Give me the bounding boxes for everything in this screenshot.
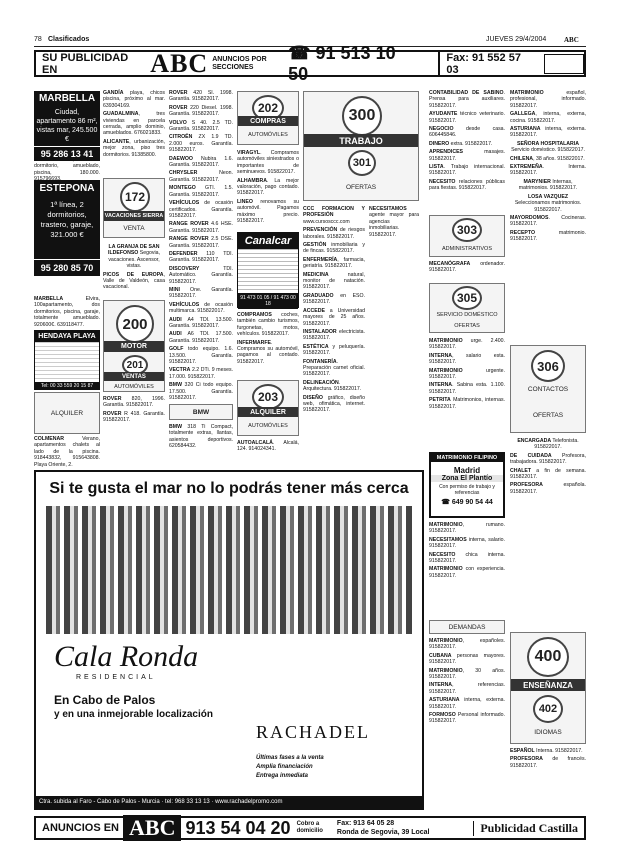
col7-bottom <box>510 748 586 771</box>
footer-fax: Fax: 913 64 05 28 Ronda de Segovia, 39 Local <box>336 820 430 836</box>
listing-item: BMW 320 Ci todo equipo. 17.500. Garantía. 915822017. <box>169 382 233 400</box>
col1-mid <box>34 296 100 330</box>
listing-item: CCC FORMACIÓN Y PROFESIÓN www.cursosccc.com <box>303 206 365 225</box>
col2-top <box>103 90 165 160</box>
listing-item: INTERNA. Sabina esta. 1.100. 915822017. <box>429 382 505 395</box>
ad-estepona-phone: 95 280 85 70 <box>34 259 100 276</box>
listing-item: NECESITO relaciones públicas para fiestas. 915822017. <box>429 178 505 192</box>
section-number: 203 <box>252 384 284 410</box>
section-400 <box>510 632 586 744</box>
section-subnumber: 201 <box>122 355 148 375</box>
listing-item: CUBANA personas mayores. 915822017. <box>429 652 505 666</box>
ad-canalcar <box>237 232 299 308</box>
col6-top <box>369 206 419 246</box>
listing-item: MAYORDOMOS. Cocineras. 915822017. <box>510 214 586 228</box>
ad-hendaya-text <box>35 342 99 382</box>
ad-hendaya-title: HENDAYA PLAYA <box>35 331 99 342</box>
listing-item: PETRITA Matrimonios, internas. 915822017. <box>429 397 505 410</box>
section-number: 202 <box>252 95 284 121</box>
listing-item: ENFERMERÍA, farmacia, geriatría. 915822017. <box>303 256 365 270</box>
col4-top <box>237 150 299 226</box>
listing-item: ACCEDE a Universidad mayores de 25 años. 915822017. <box>303 307 365 327</box>
ad-location-1: En Cabo de Palos <box>54 693 156 707</box>
listing-item: RECEPTO matrimonio. 915822017. <box>510 229 586 243</box>
listing-item: MEDICINA natural, monitor de natación. 915822017. <box>303 271 365 291</box>
section-number: 200 <box>116 305 154 343</box>
madrid-ad-brand: MATRIMONIO FILIPINO <box>431 454 503 462</box>
section-title: CONTACTOS <box>527 386 569 393</box>
section-sub: OFERTAS <box>532 412 564 419</box>
col7-lower <box>510 438 586 618</box>
listing-item: ASTURIANA interna, externa. 915822017. <box>510 126 586 139</box>
section-number: 305 <box>452 286 482 310</box>
col5-listings <box>303 206 365 464</box>
col7-listings <box>510 90 586 340</box>
section-203 <box>237 380 299 436</box>
listing-item: APRENDICES masajes. 915822017. <box>429 149 505 162</box>
listing-item: GESTIÓN inmobiliaria y de fincas. 915822017. <box>303 242 365 255</box>
listing-item: DEFENDER 110 TDI. Garantía. 915822017. <box>169 250 233 264</box>
footer-brand: Publicidad Castilla <box>473 821 578 836</box>
listing-item: VIRAGYL. Compramos automóviles siniestrados o importantes de seminuevos. 915822017. <box>237 150 299 176</box>
listing-item: INSTALADOR electricista. 915822017. <box>303 328 365 342</box>
ad-marbella-body: Ciudad, apartamento 86 m², vistas mar, 245.500 € <box>34 106 100 146</box>
listing-item: NECESITAMOS agente mayor para agencias inmobiliarias. 915822017. <box>369 206 419 238</box>
footer-banner <box>34 816 586 840</box>
footer-abc-logo: ABC <box>123 815 181 841</box>
banner-fax: Fax: 91 552 57 03 <box>438 52 536 75</box>
listing-item: VOLVO S 40. 2.5 TD. Garantía. 915822017. <box>169 119 233 133</box>
listing-item: DISEÑO gráfico, diseño web, ofimática, internet. 915822017. <box>303 394 365 414</box>
listing-item: COLMENAR Verano, apartamentos chalets al lado de la piscina. 918443832, 915643808. Playa Oriente, 2. <box>34 436 100 468</box>
ad-estepona-title: ESTEPONA <box>34 180 100 197</box>
listing-item: GRADUADO en ESO. 915822017. <box>303 292 365 306</box>
listing-item: FONTANERÍA. Preparación carnet oficial. 915822017. <box>303 358 365 378</box>
listing-item: ESPAÑOL Interna. 915822017. <box>510 748 583 754</box>
listing-item: MATRIMONIO con experiencia. 915822017. <box>429 566 505 579</box>
listing-item: RANGE ROVER 2.5 DSE. Garantía. 915822017. <box>169 236 233 249</box>
listing-item: ESTÉTICA y peluquería. 915822017. <box>303 343 365 357</box>
listing-item: CHALET a fin de semana. 915822017. <box>510 467 586 481</box>
canalcar-phone: 91 473 01 05 / 91 473 00 18 <box>238 293 298 309</box>
issue-date: JUEVES 29/4/2004 <box>486 36 547 43</box>
section-number: 306 <box>531 350 565 382</box>
footer-cobro: Cobro a domicilio <box>296 821 323 834</box>
section-sub: AUTOMÓVILES <box>114 384 154 390</box>
section-title: ENSEÑANZA <box>511 679 585 691</box>
listing-item: COMPRAMOS coches, también cambio turismos, furgonetas, motos, vehículos. 915822017. <box>237 312 299 338</box>
listing-item: VECTRA 2.2 DTi. 9 meses. 17.000. 915822017. <box>169 367 233 380</box>
section-subnumber: 402 <box>533 695 563 723</box>
listing-item: MATRIMONIO español, profesional, informado. 915822017. <box>510 90 586 109</box>
ad-bullets: Últimas fases a la venta Amplia financiación Entrega inmediata <box>256 755 324 779</box>
listing-item: EXTREMEÑA. Interna. 915822017. <box>510 164 586 177</box>
banner-logo-icon <box>544 54 584 74</box>
section-sub: AUTOMÓVILES <box>248 132 288 138</box>
listing-item: DISCOVERY TDI. Automático. Garantía. 915822017. <box>169 265 233 285</box>
col6-mid <box>429 261 505 276</box>
col6-demandas <box>429 638 505 808</box>
section-200 <box>103 300 165 392</box>
listing-item: MATRIMONIO urge. 2.400. 915822017. <box>429 338 505 351</box>
section-demandas: DEMANDAS <box>429 620 505 634</box>
banner-pre: SU PUBLICIDAD EN <box>42 51 129 76</box>
listing-item: NEGOCIO desde casa. 606445846. <box>429 126 505 139</box>
listing-item: ROVER 420 SI. 1998. Garantía. 915822017. <box>169 90 233 103</box>
listing-item: SEÑORA HOSPITALARIA Servicio doméstico. 915822017. <box>511 140 585 154</box>
ad-cala-ronda <box>34 470 424 810</box>
listing-item: INTERNA, salario esta. 915822017. <box>429 352 505 366</box>
ad-marbella <box>34 91 100 159</box>
listing-item: MATRIMONIO, rumano. 915822017. <box>429 522 505 535</box>
listing-item: MONTEGO GTI. 1.5. Garantía. 915822017. <box>169 185 233 198</box>
listing-item: BMW 318 Ti Compact, totalmente extras, llantas, asientos deportivos. 620584432. <box>169 424 233 450</box>
listing-item: GANDÍA playa, chicos piscina, próximo al mar. 639304169. <box>103 90 165 109</box>
section-305 <box>429 283 505 333</box>
listing-item: RANGE ROVER 4.6 HSE. Garantía. 915822017. <box>169 221 233 234</box>
section-subtitle: IDIOMAS <box>534 729 562 736</box>
section-172 <box>103 178 165 238</box>
section-title: SERVICIO DOMÉSTICO <box>436 312 498 318</box>
listing-item: LISTA. Trabajo internacional. 915822017. <box>429 164 505 177</box>
listing-item: ALICANTE, urbanización, mejor zona, piso tres dormitorios. 91385800. <box>103 138 165 158</box>
section-title: VACACIONES SIERRA <box>104 213 164 219</box>
phone-icon: ☎ <box>288 42 311 63</box>
ad-location-2: y en una inmejorable localización <box>54 709 213 720</box>
listing-item: FORMOSO Personal informado. 915822017. <box>429 712 505 725</box>
section-subtitle: VENTAS <box>104 372 164 381</box>
section-number: 172 <box>120 182 150 212</box>
section-sub: AUTOMÓVILES <box>248 423 288 429</box>
section-subtitle: OFERTAS <box>345 184 377 191</box>
listing-item: GOLF todo equipo. 1.6. 13.500. Garantía. 915822017. <box>169 346 233 366</box>
ad-marbella-title: MARBELLA <box>34 91 100 106</box>
section-title: ADMINISTRATIVOS <box>441 246 492 252</box>
section-number: 303 <box>452 218 482 242</box>
listing-item: PROFESORA de francés. 915822017. <box>510 756 586 769</box>
listing-item: MARYNIER Internas, matrimonios. 915822017. <box>518 178 578 192</box>
listing-item: GUADALMINA, tres viviendas en parcela cerrada, amplio dominio, amueblados. 676021833. <box>103 111 165 137</box>
listing-item: INFERMARFE. Compramos su automóvil, pagamos al contado. 915822017. <box>237 339 299 365</box>
listing-item: DE CUIDADA Profesora, trabajadora. 915822017. <box>510 452 586 466</box>
col3-listings <box>169 90 233 400</box>
section-sub: VENTA <box>123 225 145 232</box>
section-alquiler: ALQUILER <box>34 392 100 434</box>
section-title: COMPRAS <box>238 116 298 126</box>
listing-item: PICOS DE EUROPA, Valle de Valdeón, casa vacacional. <box>103 271 165 291</box>
listing-item: ENCARGADA Telefonista. 915822017. <box>517 438 579 451</box>
listing-item: ROVER 220 Diesel. 1998. Garantía. 915822017. <box>169 104 233 118</box>
section-subnumber: 301 <box>348 150 376 176</box>
section-number: 400 <box>527 637 569 677</box>
canalcar-logo: Canalcar <box>238 233 298 249</box>
listing-item: VEHÍCULOS de ocasión certificados. Garantía. 915822017. <box>169 200 233 219</box>
ad-rachadel-logo: RACHADEL <box>256 722 370 742</box>
footer-pre: ANUNCIOS EN <box>42 822 120 834</box>
section-300 <box>303 91 419 201</box>
listing-item: ALHAMBRA. La mejor valoración, pago contado. 915822017. <box>237 177 299 197</box>
listing-item: CHRYSLER Neon. Garantía. 915822017. <box>169 170 233 183</box>
listing-item: ASTURIANA interna, externa. 915822017. <box>429 697 505 710</box>
listing-item: CHILENA, 38 años. 915822017. <box>510 155 585 162</box>
listing-item: MATRIMONIO, 30 años. 915822017. <box>429 667 505 681</box>
section-number: 300 <box>342 96 382 136</box>
listing-item: DELINEACIÓN. Arquitectura. 915822017. <box>303 379 362 393</box>
listing-item: DINERO extra. 915822017. <box>429 140 493 147</box>
listing-item: ROVER 820, 1996. Garantía. 915822017. <box>103 396 165 409</box>
madrid-ad-zone: Zona El Plantío <box>431 475 503 482</box>
listing-item: CONTABILIDAD DE SABINO. Prensa para auxiliares. 915822017. <box>429 90 505 109</box>
col3-bottom <box>169 424 233 452</box>
listing-item: MINI One. Garantía. 915822017. <box>169 286 233 300</box>
madrid-ad-phone: ☎ 649 90 54 44 <box>441 499 493 506</box>
ad-headline: Si te gusta el mar no lo podrás tener más cerca <box>49 480 409 497</box>
section-name: Clasificados <box>48 36 90 43</box>
listing-item: NECESITO chica interna. 915822017. <box>429 551 505 565</box>
col4-mid <box>237 312 299 367</box>
col2-bottom <box>103 396 165 426</box>
listing-item: MATRIMONIO, españoles. 915822017. <box>429 638 505 651</box>
listing-item: CITROËN ZX 1.9 TD. 2.000 euros. Garantía. 915822017. <box>169 134 233 154</box>
banner-mid: ANUNCIOS POR SECCIONES <box>212 55 267 71</box>
listing-item: PROFESORA española. 915822017. <box>510 482 586 495</box>
listing-item: AUDI A4 TDI. 13.500. Garantía. 915822017. <box>169 316 233 329</box>
col6-listings <box>429 90 505 212</box>
listing-item: DAEWOO Nubira 1.6. Garantía. 915822017. <box>169 155 233 169</box>
col2-mid <box>103 244 165 293</box>
banner-phone: ☎ 91 513 10 50 <box>288 42 396 84</box>
listing-item: AUTOALCALÁ. Alcalá, 124. 914024341. <box>237 440 299 453</box>
listing-item: INTERNA, referencias. 915822017. <box>429 682 505 695</box>
ad-madrid <box>429 452 505 518</box>
col6-services <box>429 338 505 460</box>
ad-address: Ctra. subida al Faro - Cabo de Palos - Murcia · tel: 968 33 13 13 · www.rachadelpromo.com <box>36 796 422 808</box>
col4-bottom <box>237 440 299 455</box>
ad-logo-sub: RESIDENCIAL <box>76 674 156 681</box>
section-title: TRABAJO <box>304 134 418 147</box>
section-title: MOTOR <box>104 341 164 352</box>
ad-marbella-phone: 95 286 13 41 <box>34 146 100 161</box>
section-title: ALQUILER <box>238 407 298 417</box>
listing-item: MATRIMONIO urgente. 915822017. <box>429 367 505 381</box>
madrid-ad-city: Madrid <box>453 466 481 475</box>
top-banner <box>34 42 586 84</box>
section-303 <box>429 215 505 257</box>
listing-item: LA GRANJA DE SAN ILDEFONSO Segovia, vacaciones. Ascensor, vistas. <box>108 244 160 270</box>
listing-item: PREVENCIÓN de riesgos laborales. 915822017. <box>303 227 365 240</box>
listing-item: MECANÓGRAFA ordenador. 915822017. <box>429 261 505 274</box>
listing-item: GUADARRAMA, un dormitorio, amueblado, piscina, 180.000. <box>34 157 100 176</box>
ad-hendaya-phone: Tel: 00 33 559 20 15 87 <box>35 382 99 390</box>
listing-item: NECESITAMOS interna, salario. 915822017. <box>429 536 505 550</box>
listing-item: GALLEGA, interna, externa, cocina. 915822017. <box>510 111 586 124</box>
banner-abc-logo: ABC <box>150 48 209 78</box>
listing-item: ROVER R 418. Garantía. 915822017. <box>103 410 165 424</box>
listing-item: LOSA VAZQUEZ Seleccionamos matrimonios. 915822017. <box>514 193 582 213</box>
listing-item: AUDI A6 TDI. 17.500. Garantía. 915822017. <box>169 331 233 344</box>
ad-hendaya <box>34 330 100 390</box>
col6-lower <box>429 522 505 618</box>
page-number: 78 <box>34 36 42 43</box>
ad-logo: Cala Ronda <box>54 640 199 673</box>
ad-estepona-body: 1ª línea, 2 dormitorios, trastero, garaje, 321.000 € <box>34 197 100 259</box>
section-bmw: BMW <box>169 404 233 420</box>
col1-bottom <box>34 436 100 470</box>
ad-estepona <box>34 180 100 288</box>
listing-item: LINEO renovamos su automóvil. Pagamos máximo precio. 915822017. <box>237 198 299 225</box>
section-202 <box>237 91 299 145</box>
footer-phone: 913 54 04 20 <box>185 817 291 838</box>
madrid-ad-text: Con permiso de trabajo y referencias <box>439 484 495 496</box>
ad-photo-building <box>46 506 412 634</box>
listing-item: MARBELLA Elvira, 100apartamento, dos dormitorios, piscina, garaje, totalmente amueblado. 920600€. 639118477. <box>34 296 100 328</box>
section-sub: OFERTAS <box>454 323 480 329</box>
masthead-brand: ABC <box>564 36 579 44</box>
listing-item: AYUDANTE técnico veterinario. 915822017. <box>429 111 505 124</box>
listing-item: VEHÍCULOS de ocasión multimarca. 915822017. <box>169 301 233 315</box>
section-306 <box>510 345 586 433</box>
canalcar-text <box>238 249 298 293</box>
